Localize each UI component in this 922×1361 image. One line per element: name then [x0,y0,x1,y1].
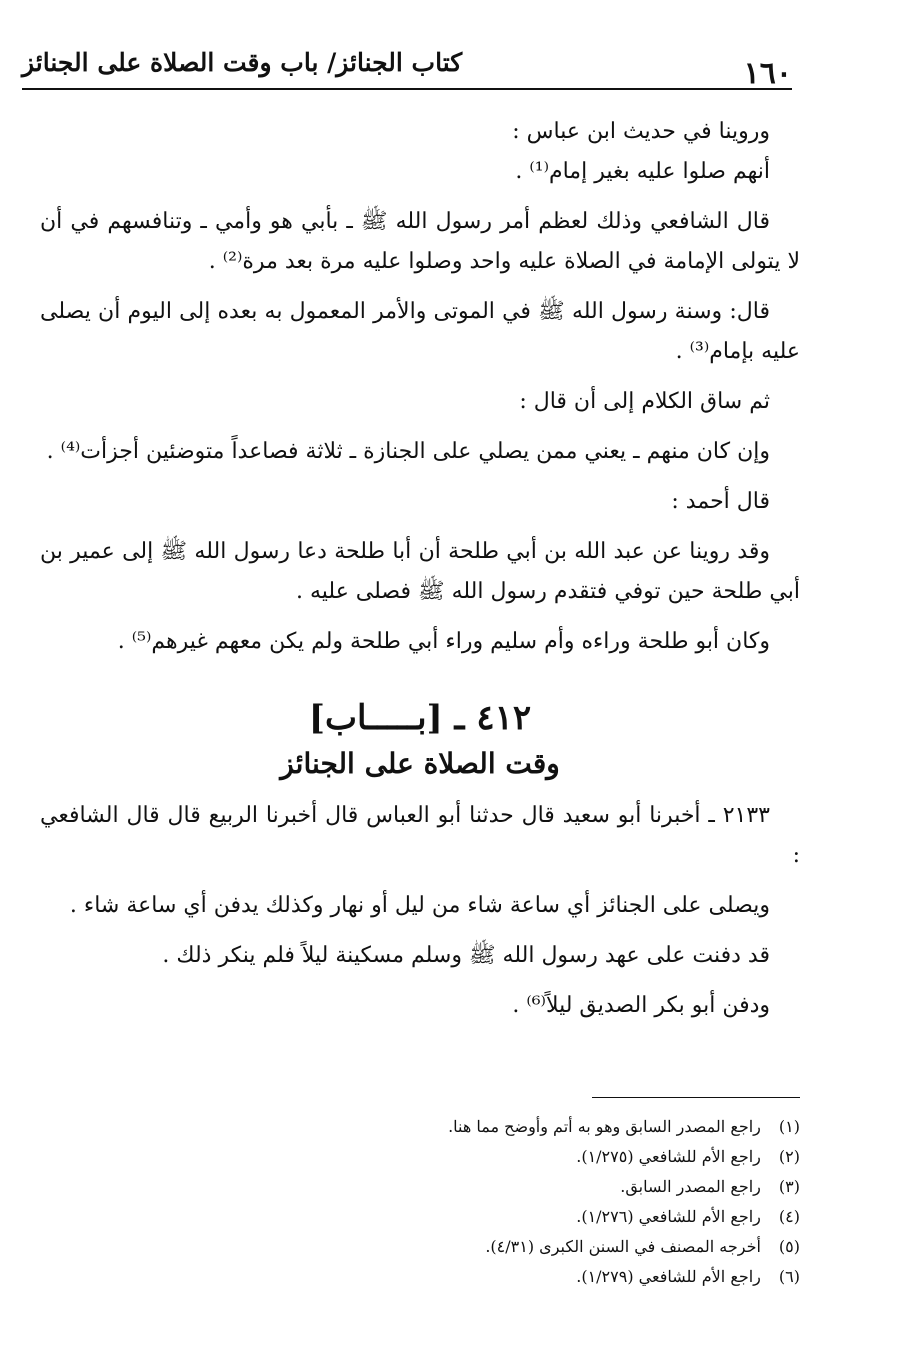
chapter-number: ٤١٢ ـ [بـــــاب] [308,698,532,738]
paragraph: قال أحمد : [671,489,770,514]
footnote [260,1172,800,1202]
page-number: ١٦٠ [743,56,792,91]
paragraph: قال: وسنة رسول الله ﷺ في الموتى والأمر المعمول به بعده إلى اليوم أن يصلى عليه بإمام⁽³⁾ . [40,299,800,364]
footnotes [260,1112,800,1292]
footnote [260,1262,800,1292]
paragraph: وإن كان منهم ـ يعني ممن يصلي على الجنازة ـ ثلاثة فصاعداً متوضئين أجزأت⁽⁴⁾ . [46,439,770,464]
main-text [40,112,800,1036]
footnote [260,1142,800,1172]
footnote-text: راجع الأم للشافعي (١/٢٧٥). [576,1147,761,1166]
paragraph: ٢١٣٣ ـ أخبرنا أبو سعيد قال حدثنا أبو العباس قال أخبرنا الربيع قال قال الشافعي : [40,803,800,868]
footnote-rule [592,1097,800,1098]
page-header [22,40,792,91]
paragraph: قال الشافعي وذلك لعظم أمر رسول الله ﷺ ـ بأبي هو وأمي ـ وتنافسهم في أن لا يتولى الإمامة في الصلاة عليه واحد وصلوا عليه مرة بعد مرة⁽²⁾ . [40,209,800,274]
footnote-number: (٦) [778,1267,800,1286]
footnote-number: (٤) [778,1207,800,1226]
footnote-number: (٣) [778,1177,800,1196]
chapter-title: وقت الصلاة على الجنائز [280,747,560,780]
running-title: كتاب الجنائز/ باب وقت الصلاة على الجنائز [22,48,463,77]
footnote-number: (١) [778,1117,800,1136]
footnote-text: راجع الأم للشافعي (١/٢٧٦). [576,1207,761,1226]
footnote [260,1202,800,1232]
chapter-heading [40,694,800,786]
footnote-text: راجع المصدر السابق وهو به أتم وأوضح مما هنا. [448,1117,761,1136]
header-rule [22,88,792,90]
footnote [260,1232,800,1262]
footnote-number: (٢) [778,1147,800,1166]
paragraph: ويصلى على الجنائز أي ساعة شاء من ليل أو نهار وكذلك يدفن أي ساعة شاء . [69,893,770,918]
paragraph: وروينا في حديث ابن عباس : [512,119,770,144]
paragraph: ثم ساق الكلام إلى أن قال : [519,389,770,414]
paragraph: أنهم صلوا عليه بغير إمام⁽¹⁾ . [515,159,770,184]
paragraph: وقد روينا عن عبد الله بن أبي طلحة أن أبا طلحة دعا رسول الله ﷺ إلى عمير بن أبي طلحة حين توفي فتقدم رسول الله ﷺ فصلى عليه . [40,539,800,604]
paragraph: قد دفنت على عهد رسول الله ﷺ وسلم مسكينة ليلاً فلم ينكر ذلك . [162,943,770,968]
footnote-number: (٥) [778,1237,800,1256]
paragraph: ودفن أبو بكر الصديق ليلاً⁽⁶⁾ . [512,993,770,1018]
footnote-text: أخرجه المصنف في السنن الكبرى (٤/٣١). [485,1237,761,1256]
paragraph: وكان أبو طلحة وراءه وأم سليم وراء أبي طلحة ولم يكن معهم غيرهم⁽⁵⁾ . [117,629,770,654]
footnote-text: راجع الأم للشافعي (١/٢٧٩). [576,1267,761,1286]
footnote-text: راجع المصدر السابق. [620,1177,761,1196]
footnote [260,1112,800,1142]
